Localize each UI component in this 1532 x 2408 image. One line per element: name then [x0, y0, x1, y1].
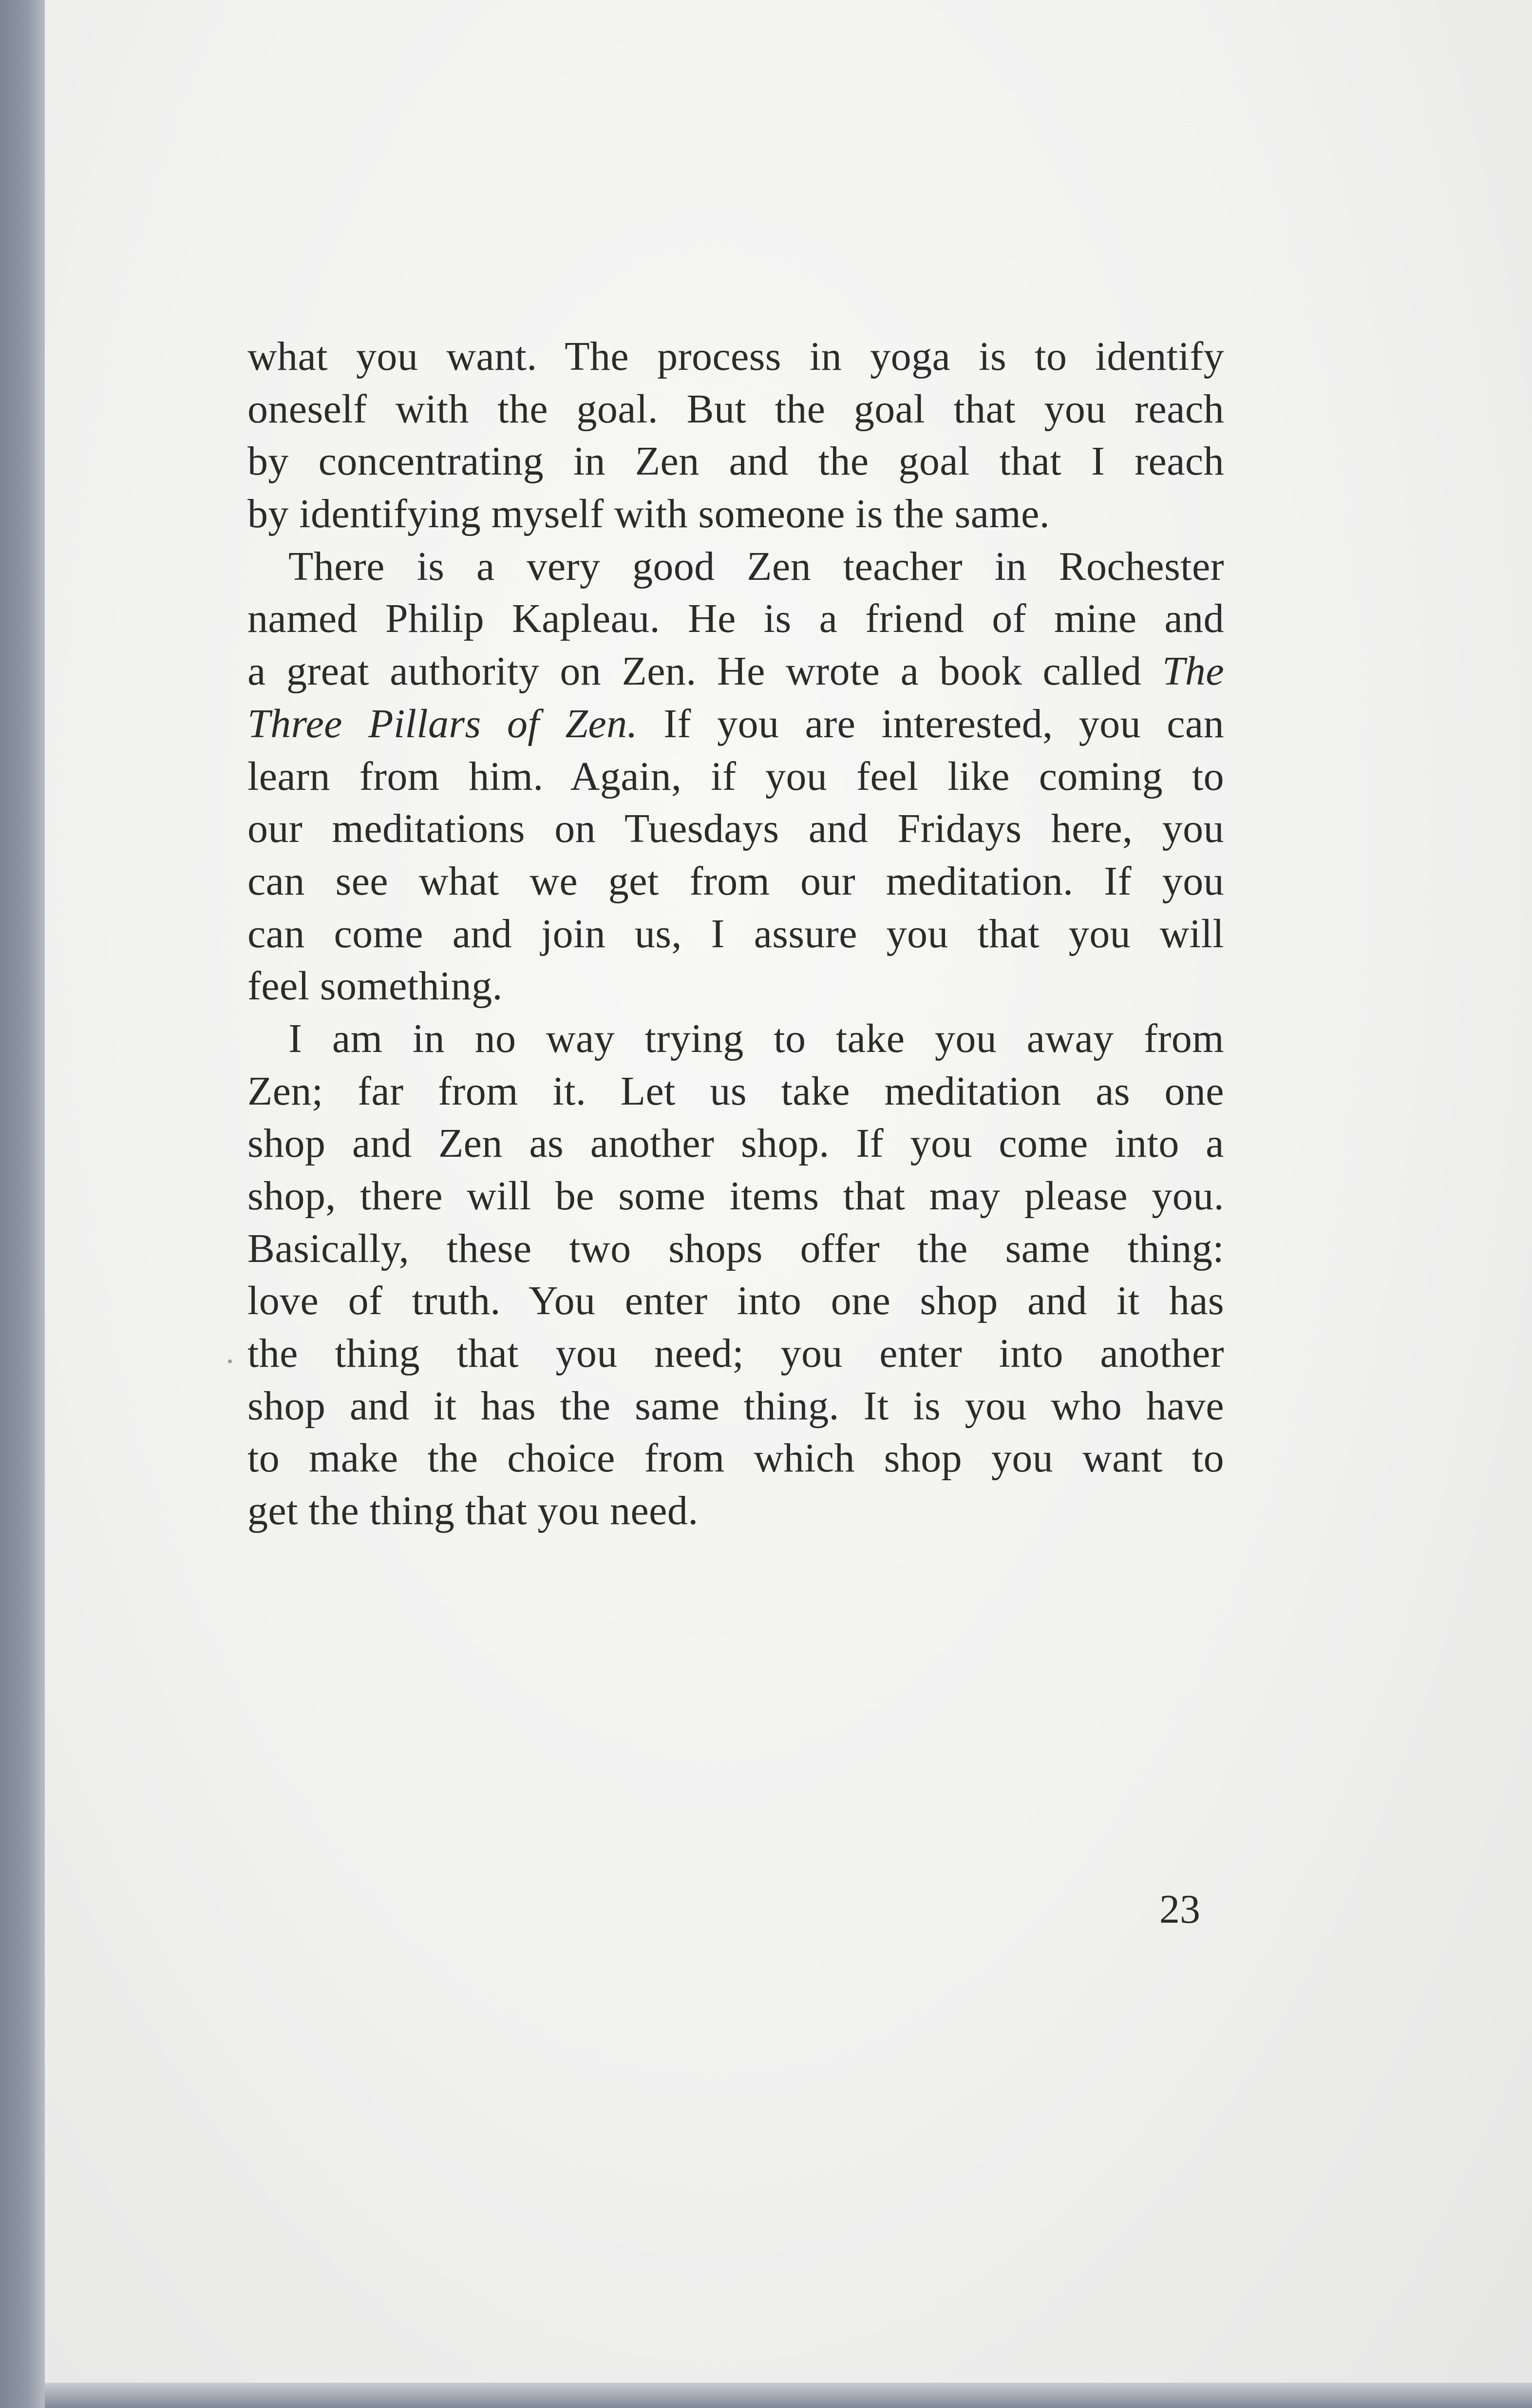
text-line: by identifying myself with someone is the same.: [247, 491, 1050, 537]
text-line: I am in no way trying to take you away from: [288, 1015, 1224, 1061]
text-line: can see what we get from our meditation. If you: [247, 858, 1224, 904]
book-title-italic: The: [1162, 649, 1225, 694]
text-line: Basically, these two shops offer the same thing:: [247, 1225, 1224, 1271]
text-line: named Philip Kapleau. He is a friend of mine and: [247, 596, 1224, 642]
text-segment: If you are interested, you can: [663, 701, 1225, 746]
paper-speck: [228, 1359, 232, 1363]
text-line: shop and it has the same thing. It is you who have: [247, 1383, 1224, 1429]
text-line: feel something.: [247, 963, 503, 1009]
text-line: oneself with the goal. But the goal that you reach: [247, 386, 1224, 432]
page-body-text: [247, 330, 1224, 1537]
text-line: [247, 645, 1224, 698]
text-line: [247, 698, 1224, 750]
scan-background-strip: [0, 0, 45, 2408]
page-number: 23: [1159, 1887, 1200, 1932]
text-line: by concentrating in Zen and the goal that I reach: [247, 439, 1224, 484]
text-segment: a great authority on Zen. He wrote a book called: [247, 649, 1142, 694]
text-line: our meditations on Tuesdays and Fridays here, you: [247, 806, 1224, 852]
text-line: learn from him. Again, if you feel like coming to: [247, 753, 1224, 799]
text-line: There is a very good Zen teacher in Rochester: [288, 543, 1224, 589]
text-line: to make the choice from which shop you want to: [247, 1435, 1224, 1481]
text-line: what you want. The process in yoga is to identify: [247, 334, 1224, 379]
text-line: the thing that you need; you enter into another: [247, 1331, 1224, 1376]
text-line: shop, there will be some items that may please you.: [247, 1173, 1224, 1219]
scan-background-bottom: [45, 2383, 1532, 2408]
text-line: love of truth. You enter into one shop and it has: [247, 1278, 1224, 1324]
text-line: shop and Zen as another shop. If you come into a: [247, 1121, 1224, 1166]
text-line: can come and join us, I assure you that you will: [247, 911, 1224, 956]
text-line: Zen; far from it. Let us take meditation as one: [247, 1068, 1224, 1114]
text-line: get the thing that you need.: [247, 1488, 699, 1534]
book-title-italic: Three Pillars of Zen.: [247, 701, 638, 746]
